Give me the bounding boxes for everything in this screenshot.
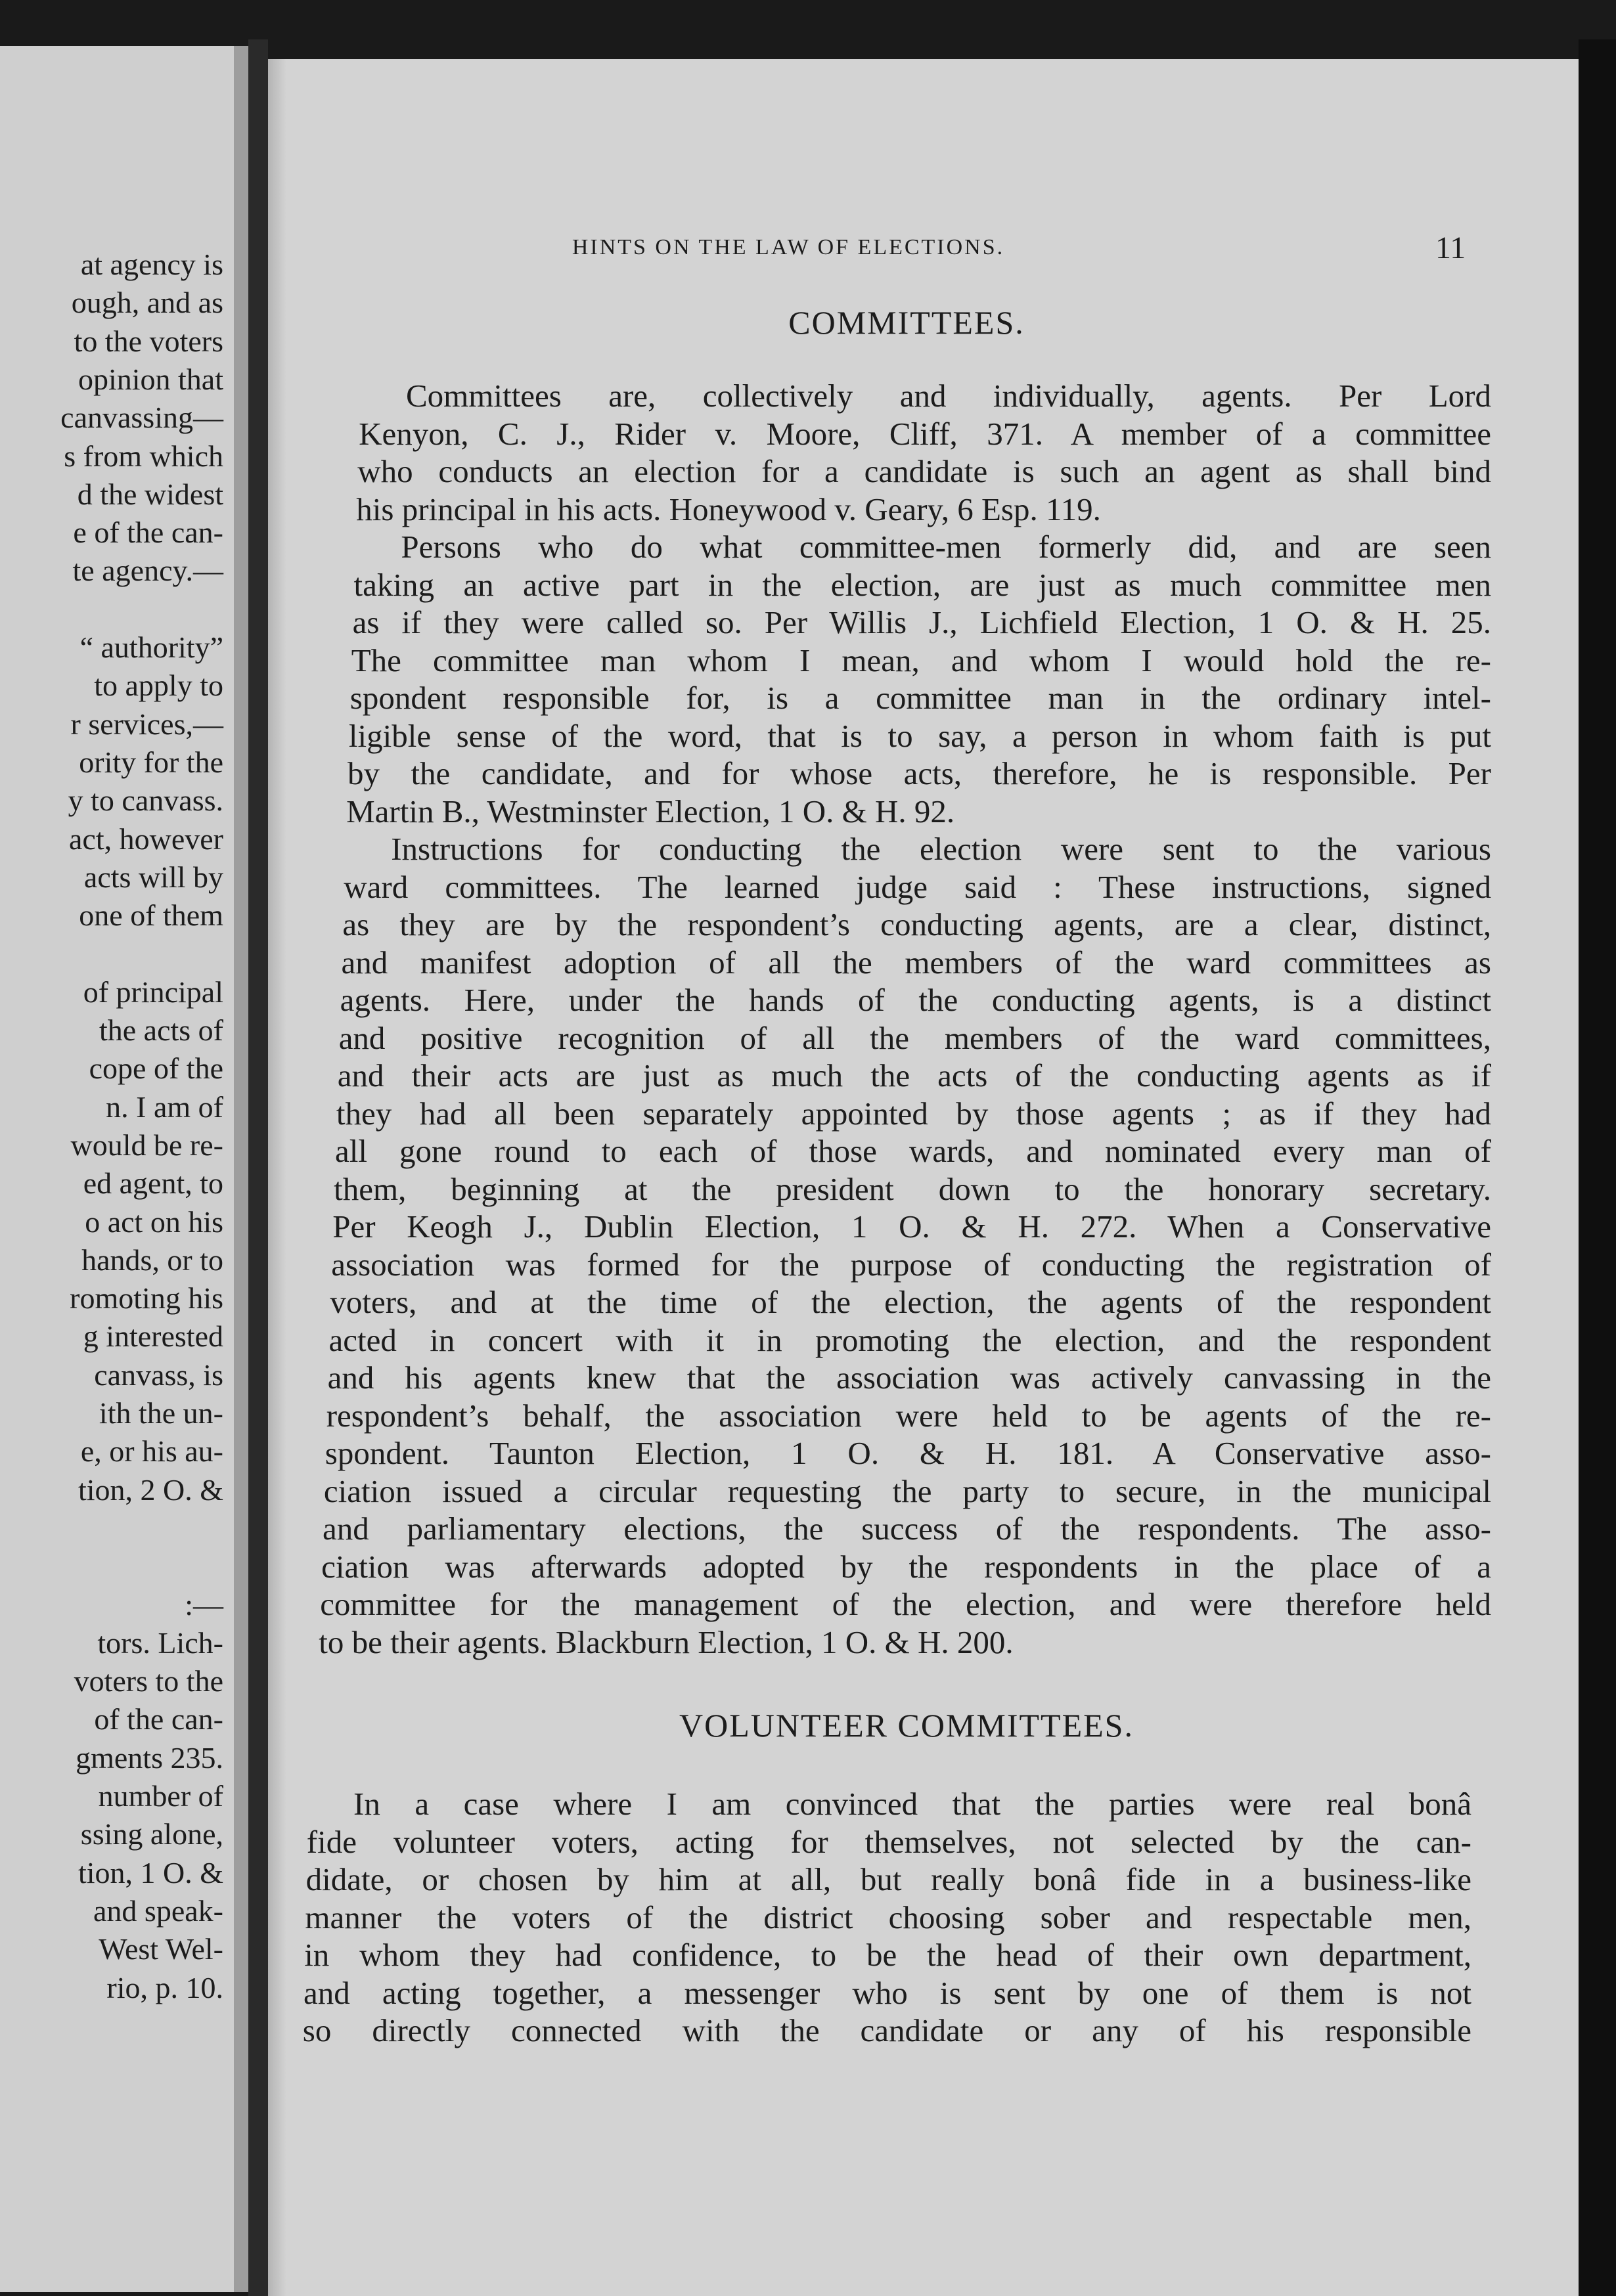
text-line: Committees are, collectively and individually, agents. Per Lord	[406, 378, 1491, 414]
text-line: and his agents knew that the association was actively canvassing in the	[327, 1359, 1491, 1396]
left-page-line: voters to the	[74, 1664, 223, 1698]
text-line: his principal in his acts. Honeywood v. Geary, 6 Esp. 119.	[356, 491, 1101, 527]
section-heading-volunteer-committees: VOLUNTEER COMMITTEES.	[679, 1707, 1134, 1744]
left-page-line: tion, 1 O. &	[78, 1855, 223, 1889]
text-line: Persons who do what committee-men formerly did, and are seen	[401, 529, 1491, 565]
right-page-edge	[1579, 39, 1616, 2296]
left-page-line: d the widest	[77, 477, 223, 511]
left-page-line: ough, and as	[71, 286, 223, 320]
left-page-line: canvassing—	[60, 401, 223, 435]
text-line: agents. Here, under the hands of the conducting agents, is a distinct	[340, 982, 1491, 1018]
left-page-line: r services,—	[70, 707, 223, 741]
text-line: to be their agents. Blackburn Election, 1 O. & H. 200.	[319, 1623, 1014, 1660]
text-line: In a case where I am convinced that the parties were real bonâ	[353, 1786, 1471, 1822]
left-page-line: tors. Lich-	[97, 1625, 223, 1660]
left-page-line: e, or his au-	[80, 1434, 223, 1468]
text-line: and manifest adoption of all the members of the ward committees as	[341, 944, 1491, 981]
left-page-line: romoting his	[70, 1281, 223, 1315]
left-page-line: number of	[98, 1779, 223, 1813]
text-line: spondent responsible for, is a committee man in the ordinary intel-	[349, 680, 1491, 716]
left-page-line: o act on his	[85, 1204, 223, 1239]
text-line: as if they were called so. Per Willis J., Lichfield Election, 1 O. & H. 25.	[352, 604, 1491, 640]
left-page-line: would be re-	[70, 1128, 223, 1162]
left-page-line: gments 235.	[76, 1740, 223, 1775]
left-page-line: to apply to	[94, 669, 223, 703]
left-page-text	[0, 46, 236, 2292]
text-line: Martin B., Westminster Election, 1 O. & H. 92.	[346, 793, 955, 829]
left-page-line: at agency is	[80, 248, 223, 281]
left-page-line: to the voters	[74, 324, 223, 358]
text-line: in whom they had confidence, to be the head of their own department,	[304, 1937, 1471, 1973]
text-line: Kenyon, C. J., Rider v. Moore, Cliff, 371. A member of a committee	[359, 415, 1491, 452]
text-line: who conducts an election for a candidate is such an agent as shall bind	[357, 453, 1491, 489]
left-page-edge	[234, 46, 248, 2292]
left-page-line: West Wel-	[99, 1932, 223, 1966]
text-line: ward committees. The learned judge said : These instructions, signed	[344, 868, 1491, 905]
text-line: voters, and at the time of the election, the agents of the respondent	[330, 1284, 1491, 1320]
text-line: The committee man whom I mean, and whom I would hold the re-	[351, 642, 1491, 678]
left-page-line: te agency.—	[72, 554, 223, 588]
book-gutter	[248, 39, 268, 2296]
page-curve-shadow	[268, 59, 286, 2296]
text-line: and positive recognition of all the members of the ward committees,	[338, 1019, 1491, 1056]
left-page-line: of the can-	[94, 1702, 223, 1736]
text-line: manner the voters of the district choosing sober and respectable men,	[305, 1899, 1471, 1935]
text-line: all gone round to each of those wards, and nominated every man of	[335, 1133, 1491, 1169]
text-line: taking an active part in the election, are just as much committee men	[353, 566, 1491, 603]
text-line: ciation issued a circular requesting the party to secure, in the municipal	[323, 1472, 1491, 1509]
page-number: 11	[1435, 231, 1466, 265]
left-facing-page	[0, 46, 248, 2292]
left-page-line: e of the can-	[73, 516, 223, 550]
left-page-line: of principal	[83, 975, 223, 1009]
left-page-line: acts will by	[83, 860, 223, 894]
left-page-line: n. I am of	[106, 1090, 223, 1124]
left-page-line: cope of the	[89, 1051, 223, 1086]
left-page-line: rio, p. 10.	[106, 1970, 223, 2004]
text-line: respondent’s behalf, the association were held to be agents of the re-	[326, 1397, 1491, 1434]
left-page-line: ed agent, to	[83, 1166, 223, 1201]
text-line: by the candidate, and for whose acts, therefore, he is responsible. Per	[348, 755, 1491, 791]
text-line: committee for the management of the election, and were therefore held	[320, 1586, 1491, 1622]
text-line: association was formed for the purpose of conducting the registration of	[331, 1246, 1491, 1283]
left-page-line: canvass, is	[94, 1358, 223, 1392]
left-page-line: y to canvass.	[68, 784, 223, 818]
text-line: and acting together, a messenger who is sent by one of them is not	[303, 1974, 1471, 2011]
text-line: fide volunteer voters, acting for themselves, not selected by the can-	[306, 1823, 1471, 1860]
text-line: ligible sense of the word, that is to say, a person in whom faith is put	[348, 717, 1491, 754]
left-page-line: opinion that	[78, 362, 223, 396]
left-page-line: and speak-	[93, 1893, 223, 1928]
left-page-line: ssing alone,	[80, 1817, 223, 1851]
left-page-line: one of them	[79, 898, 223, 933]
text-line: as they are by the respondent’s conducting agents, are a clear, distinct,	[342, 906, 1491, 942]
text-line: acted in concert with it in promoting the election, and the respondent	[328, 1321, 1491, 1358]
left-page-line: g interested	[83, 1319, 223, 1354]
left-page-line: ority for the	[79, 745, 223, 779]
text-line: didate, or chosen by him at all, but really bonâ fide in a business-like	[305, 1861, 1471, 1897]
running-head: HINTS ON THE LAW OF ELECTIONS.	[572, 235, 1005, 259]
text-line: them, beginning at the president down to the honorary secretary.	[334, 1170, 1491, 1207]
text-line: Instructions for conducting the election were sent to the various	[391, 831, 1491, 867]
text-line: they had all been separately appointed by those agents ; as if they had	[336, 1095, 1491, 1132]
left-page-line: hands, or to	[81, 1243, 223, 1277]
left-page-line: s from which	[64, 439, 223, 473]
left-page-line: act, however	[69, 822, 223, 856]
left-page-line: the acts of	[99, 1013, 223, 1047]
text-line: Per Keogh J., Dublin Election, 1 O. & H. 272. When a Conservative	[332, 1208, 1491, 1245]
left-page-line: tion, 2 O. &	[78, 1472, 223, 1507]
text-line: ciation was afterwards adopted by the respondents in the place of a	[321, 1548, 1491, 1585]
section-heading-committees: COMMITTEES.	[788, 304, 1025, 341]
text-line: so directly connected with the candidate or any of his responsible	[302, 2012, 1471, 2048]
left-page-line: “ authority”	[79, 630, 223, 664]
text-line: and their acts are just as much the acts of the conducting agents as if	[337, 1057, 1491, 1093]
text-line: and parliamentary elections, the success of the respondents. The asso-	[323, 1511, 1491, 1547]
left-page-line: :—	[185, 1587, 223, 1622]
left-page-line: ith the un-	[99, 1396, 223, 1430]
text-line: spondent. Taunton Election, 1 O. & H. 181. A Conservative asso-	[325, 1435, 1491, 1471]
